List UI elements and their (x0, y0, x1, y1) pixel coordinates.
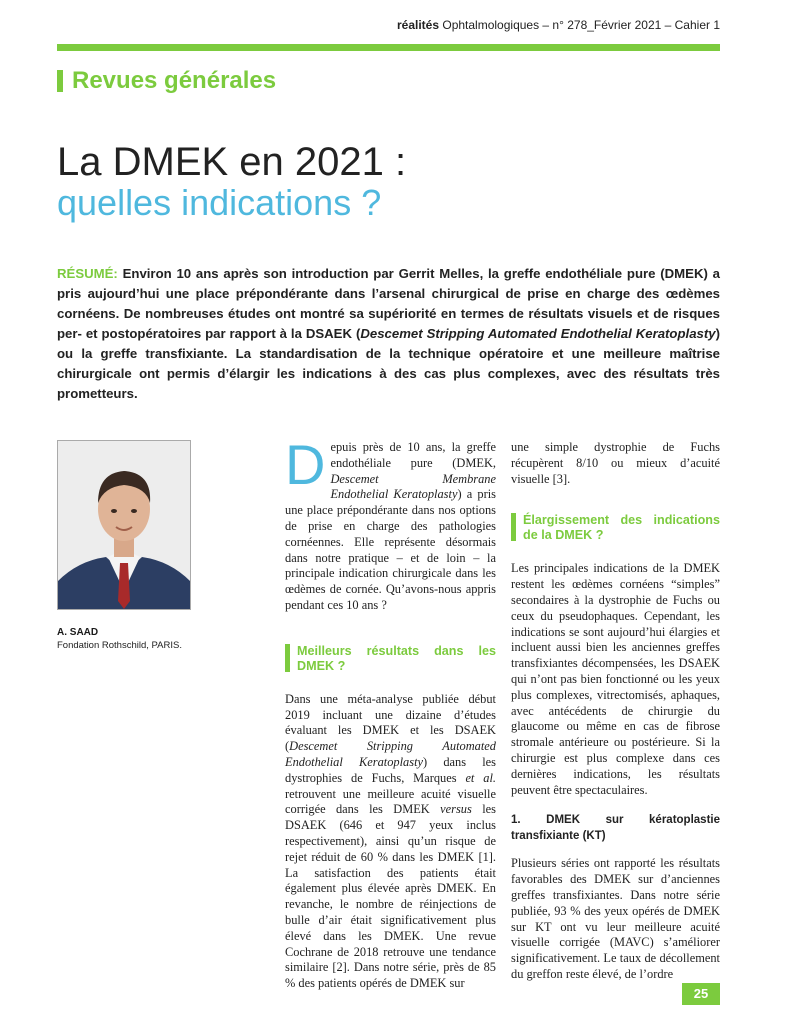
section-heading-1 (285, 644, 496, 674)
s1-italic-3: versus (440, 802, 472, 817)
abstract-label: RÉSUMÉ: (57, 266, 118, 281)
intro-text-1: epuis près de 10 ans, la greffe endothéliale pure (DMEK, (330, 440, 496, 470)
page-number: 25 (682, 983, 720, 1005)
section-heading-text: Élargissement des indications de la DMEK ? (523, 513, 720, 543)
rubric (57, 66, 276, 96)
header-journal: Ophtalmologiques – n° 278_Février 2021 – Cahier 1 (442, 18, 720, 32)
drop-cap: D (285, 433, 326, 496)
abstract-text-1: Environ 10 ans après son introduction par Gerrit Melles, la greffe endothéliale pure (DMEK) a pris aujourd’hui une place prépondérante dans l’arsenal chirurgical de prise en charge des œdèmes cornéens. De nombreuses études ont montré sa supériorité en termes de résultats visuels et de risques per- et postopératoires par rapport à la DSAEK ( (57, 266, 720, 341)
author-photo (57, 440, 191, 610)
section-heading-2 (511, 513, 720, 543)
abstract-italic: Descemet Stripping Automated Endothelial Keratoplasty (360, 326, 716, 341)
section1-paragraph (285, 692, 496, 992)
author-affiliation: Fondation Rothschild, PARIS. (57, 640, 182, 651)
header-brand: réalités (396, 18, 440, 32)
intro-text-2: ) a pris une place prépondérante dans nos options de prise en charge des pathologies cornéennes. Elle représente désormais dans notre pratique – et de loin – la principale indication chirurgicale dans les œdèmes de cornée. Qu’avons-nous appris pendant ces 10 ans ? (285, 487, 496, 612)
col2-intro-paragraph: une simple dystrophie de Fuchs récupèrent 8/10 ou mieux d’acuité visuelle [3]. (511, 440, 720, 486)
rubric-marker (57, 70, 63, 92)
s1-text-a: Dans une méta-analyse publiée début 2019 incluant une dizaine d’études évaluant les DMEK et les DSAEK ( (285, 691, 496, 754)
column-1 (285, 433, 497, 992)
author-name: A. SAAD (57, 627, 99, 638)
rubric-label: Revues générales (72, 67, 277, 94)
article-subtitle: quelles indications ? (57, 182, 382, 223)
intro-italic: Descemet Membrane Endothelial Keratoplasty (330, 471, 496, 502)
abstract (57, 264, 720, 404)
section2-paragraph: Les principales indications de la DMEK restent les œdèmes cornéens “simples” secondaires à la dystrophie de Fuchs ou ceux du pseudophaques. Cependant, les indications se sont aujourd’hui élargies et incluent aussi bien les anciennes greffes transfixiantes décompensées, les DSAEK qui n’ont pas bien fonctionné ou les yeux plus complexes, vitrectomisés, aphaques, avec antécédents de chirurgie du glaucome ou même en cas de fibrose stromale antérieure ou postérieure. Si la chirurgie est plus complexe dans ces dernières indications, les résultats peuvent être spectaculaires. (511, 561, 720, 797)
running-header (57, 18, 720, 32)
s1-text-d: les DSAEK (646 et 947 yeux inclus respectivement), ainsi qu’un risque de rejet réduit de 60 % dans les DMEK [1]. La satisfaction des patients était également plus élevée après DMEK. En revanche, le nombre de réinjections de bulle d’air était significativement plus élevé dans les DMEK. Une revue Cochrane de 2018 retrouve une tendance similaire [2]. Dans notre série, près de 85 % des patients opérés de DMEK sur (285, 802, 496, 991)
abstract-text-2: ) ou la greffe transfixiante. La standardisation de la technique opératoire et une meilleure maîtrise chirurgicale ont permis d’élargir les indications à des cas plus complexes, avec des résultats très prometteurs. (57, 326, 720, 401)
article-title: La DMEK en 2021 : (57, 140, 407, 184)
section-heading-text: Meilleurs résultats dans les DMEK ? (297, 643, 496, 673)
header-divider (57, 44, 720, 51)
section-marker (511, 513, 516, 541)
subsection-heading: 1. DMEK sur kératoplastie transfixiante (KT) (511, 814, 720, 843)
s1-text-b: ) dans les dystrophies de Fuchs, Marques (285, 754, 496, 785)
subsection-paragraph: Plusieurs séries ont rapporté les résultats favorables des DMEK sur d’anciennes greffes transfixiantes. Dans notre série publiée, 93 % des yeux opérés de DMEK sur KT ont vu leur meilleure acuité visuelle corrigée (MAVC) s’améliorer significativement. Le taux de décollement du greffon reste élevé, de l’ordre (511, 856, 720, 981)
s1-text-c: retrouvent une meilleure acuité visuelle corrigée dans les DMEK (285, 786, 496, 817)
column-2 (511, 440, 720, 983)
section-marker (285, 644, 290, 672)
s1-italic-2: et al. (465, 770, 497, 785)
intro-paragraph (285, 433, 496, 614)
s1-italic-1: Descemet Stripping Automated Endothelial Keratoplasty (285, 739, 496, 769)
